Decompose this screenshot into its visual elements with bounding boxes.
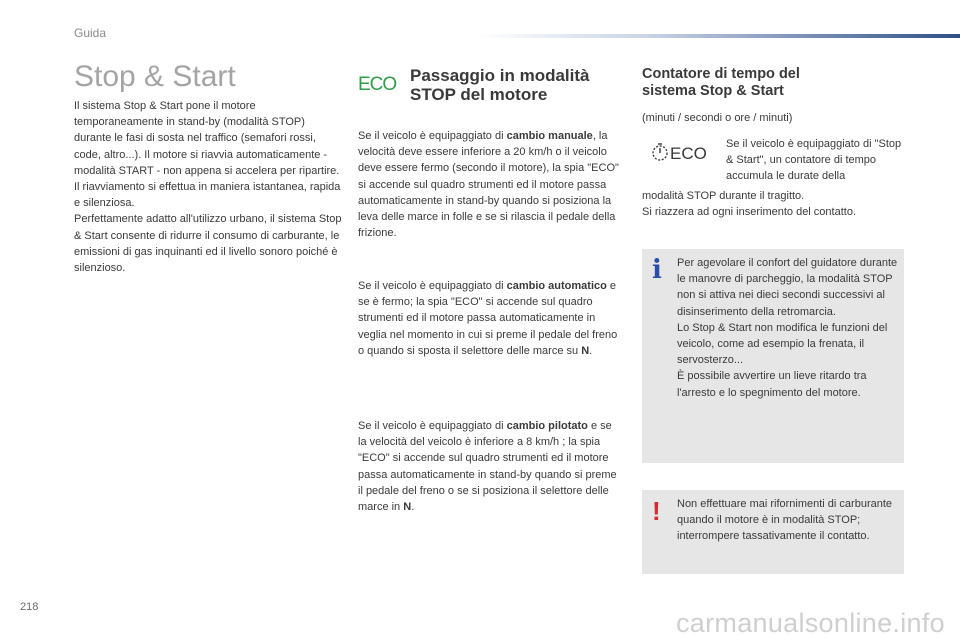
text-span: e se la velocità del veicolo è inferiore a 8 km/h ; la spia "ECO" si accende sul quadro strumenti ed il motore passa automaticamente in stand-by quando si preme il pedale del freno o se si posiziona il selettore delle marce in	[358, 420, 617, 514]
text-span: , la velocità deve essere inferiore a 20 km/h o il veicolo deve essere fermo (secondo il motore), la spia "ECO" si accende sul quadro strumenti ed il motore passa automaticamente in stand-by quando si posiziona la leva delle marce in folle e se si rilascia il pedale della frizione.	[358, 130, 619, 240]
timer-heading: Contatore di tempo del sistema Stop & Start	[642, 66, 800, 99]
info-paragraph: Lo Stop & Start non modifica le funzioni del veicolo, come ad esempio la frenata, il servosterzo...	[677, 321, 888, 367]
intro-paragraph-2: Perfettamente adatto all'utilizzo urbano, il sistema Stop & Start consente di ridurre il consumo di carburante, le emissioni di gas inquinanti ed il livello sonoro poiché è silenzioso.	[74, 213, 342, 275]
text-span: e se è fermo; la spia "ECO" si accende sul quadro strumenti ed il motore passa automaticamente in veglia nel momento in cui si preme il pedale del freno o quando si sposta il selettore delle marce su	[358, 280, 618, 357]
timer-text: Se il veicolo è equipaggiato di "Stop & Start", un contatore di tempo accumula le durate della	[726, 138, 902, 183]
bold-term: N	[581, 344, 590, 357]
info-icon: i	[652, 255, 662, 285]
bold-term: cambio automatico	[506, 280, 607, 292]
text-span: Se il veicolo è equipaggiato di	[358, 420, 507, 432]
text-span: .	[411, 501, 415, 514]
warning-note-box	[642, 490, 904, 574]
info-paragraph: Per agevolare il confort del guidatore durante le manovre di parcheggio, la modalità STOP non si attiva nei dieci secondi successivi al disinserimento della retromarcia.	[677, 257, 898, 318]
intro-column	[74, 60, 344, 276]
bold-term: N	[403, 501, 412, 514]
timer-text-continued: modalità STOP durante il tragitto.	[642, 190, 805, 202]
stopwatch-icon	[650, 142, 670, 162]
watermark: carmanualsonline.info	[676, 608, 945, 638]
manual-gearbox-paragraph	[358, 128, 620, 241]
info-note-text	[677, 255, 899, 401]
bold-term: cambio manuale	[506, 130, 593, 142]
eco-timer-icon	[650, 142, 707, 164]
section-header: Guida	[74, 26, 107, 40]
timer-description	[642, 136, 904, 188]
piloted-gearbox-paragraph	[358, 418, 620, 515]
bold-term: cambio pilotato	[506, 420, 588, 432]
page-title: Stop & Start	[74, 60, 236, 93]
stop-mode-heading: Passaggio in modalità STOP del motore	[410, 66, 590, 104]
info-note-box	[642, 249, 904, 463]
warning-note-text: Non effettuare mai rifornimenti di carburante quando il motore è in modalità STOP; interrompere tassativamente il contatto.	[677, 498, 893, 543]
text-span: Se il veicolo è equipaggiato di	[358, 280, 507, 292]
automatic-gearbox-paragraph	[358, 278, 620, 359]
timer-column	[642, 66, 904, 220]
eco-label: ECO	[670, 144, 707, 163]
eco-indicator-icon: ECO	[358, 74, 397, 95]
timer-units: (minuti / secondi o ore / minuti)	[642, 112, 793, 124]
stop-mode-column	[358, 66, 620, 514]
text-span: Se il veicolo è equipaggiato di	[358, 130, 507, 142]
warning-icon: !	[652, 496, 661, 526]
header-gradient-bar	[478, 34, 960, 38]
page-number: 218	[20, 601, 39, 613]
text-span: .	[589, 344, 593, 357]
intro-paragraph: Il sistema Stop & Start pone il motore temporaneamente in stand-by (modalità STOP) durante le fasi di sosta nel traffico (semafori rossi, code, altro...). Il motore si riavvia automaticamente - modalità START - non appena si accelera per ripartire. Il riavviamento si effettua in maniera istantanea, rapida e silenziosa.	[74, 100, 341, 210]
info-paragraph: È possibile avvertire un lieve ritardo tra l'arresto e lo spegnimento del motore.	[677, 370, 867, 399]
timer-reset-text: Si riazzera ad ogni inserimento del contatto.	[642, 206, 857, 219]
